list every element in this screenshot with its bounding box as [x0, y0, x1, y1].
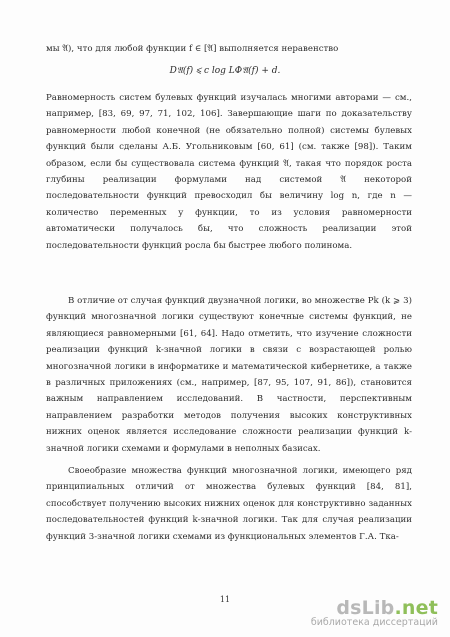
paragraph-1-text: мы 𝔄), что для любой функции f ∈ [𝔄] выполняется неравенство: [46, 44, 339, 54]
paragraph-uniformity: [46, 90, 412, 254]
watermark-subtitle: библиотека диссертаций: [310, 617, 438, 628]
paragraph-multivalued-logic: [46, 293, 412, 457]
watermark-logo-main: dsLib: [336, 597, 395, 619]
watermark-logo-suffix: .net: [394, 597, 438, 619]
watermark-logo: [336, 597, 438, 619]
display-formula: D𝔄(f) ⩽ c log LΦ𝔄(f) + d.: [169, 66, 281, 76]
paragraph-continuation: [46, 41, 412, 57]
watermark: [288, 597, 438, 629]
page-number: 11: [219, 595, 231, 604]
paragraph-originality: [46, 463, 412, 545]
paragraph-4-text: Своеобразие множества функций многозначной логики, имеющего ряд принципиальных отличий от множества булевых функций [84, 81], способствует получению высоких нижних оценок для конструктивно заданных последовательностей функций k-значной логики. Так для случая реализации функций 3-значной логики схемами из функциональных элементов Г.А. Тка-: [46, 466, 412, 542]
paragraph-2-text: Равномерность систем булевых функций изучалась многими авторами — см., например, [83, 69, 97, 71, 102, 106]. Завершающие шаги по доказательству равномерности любой конечной (не обязательно полной) системы булевых функций были сделаны А.Б. Угольниковым [60, 61] (см. также [98]). Таким образом, если бы существовала система функций 𝔄, такая что порядок роста глубины реализации формулами над системой 𝔄 некоторой последовательности функций превосходил бы величину log n, где n — количество переменных у функции, то из условия равномерности автоматически получалось бы, что сложность реализации этой последовательности функций росла бы быстрее любого полинома.: [46, 93, 412, 251]
paragraph-3-text: В отличие от случая функций двузначной логики, во множестве Pk (k ⩾ 3) функций многозначной логики существуют конечные системы функций, не являющиеся равномерными [61, 64]. Надо отметить, что изучение сложности реализации функций k-значной логики в связи с возрастающей ролью многозначной логики в информатике и математической кибернетике, а также в различных приложениях (см., например, [87, 95, 107, 91, 86]), становится важным направлением исследований. В частности, перспективным направлением разработки методов получения высоких конструктивных нижних оценок является исследование сложности реализации функций k-значной логики схемами и формулами в неполных базисах.: [46, 296, 412, 454]
